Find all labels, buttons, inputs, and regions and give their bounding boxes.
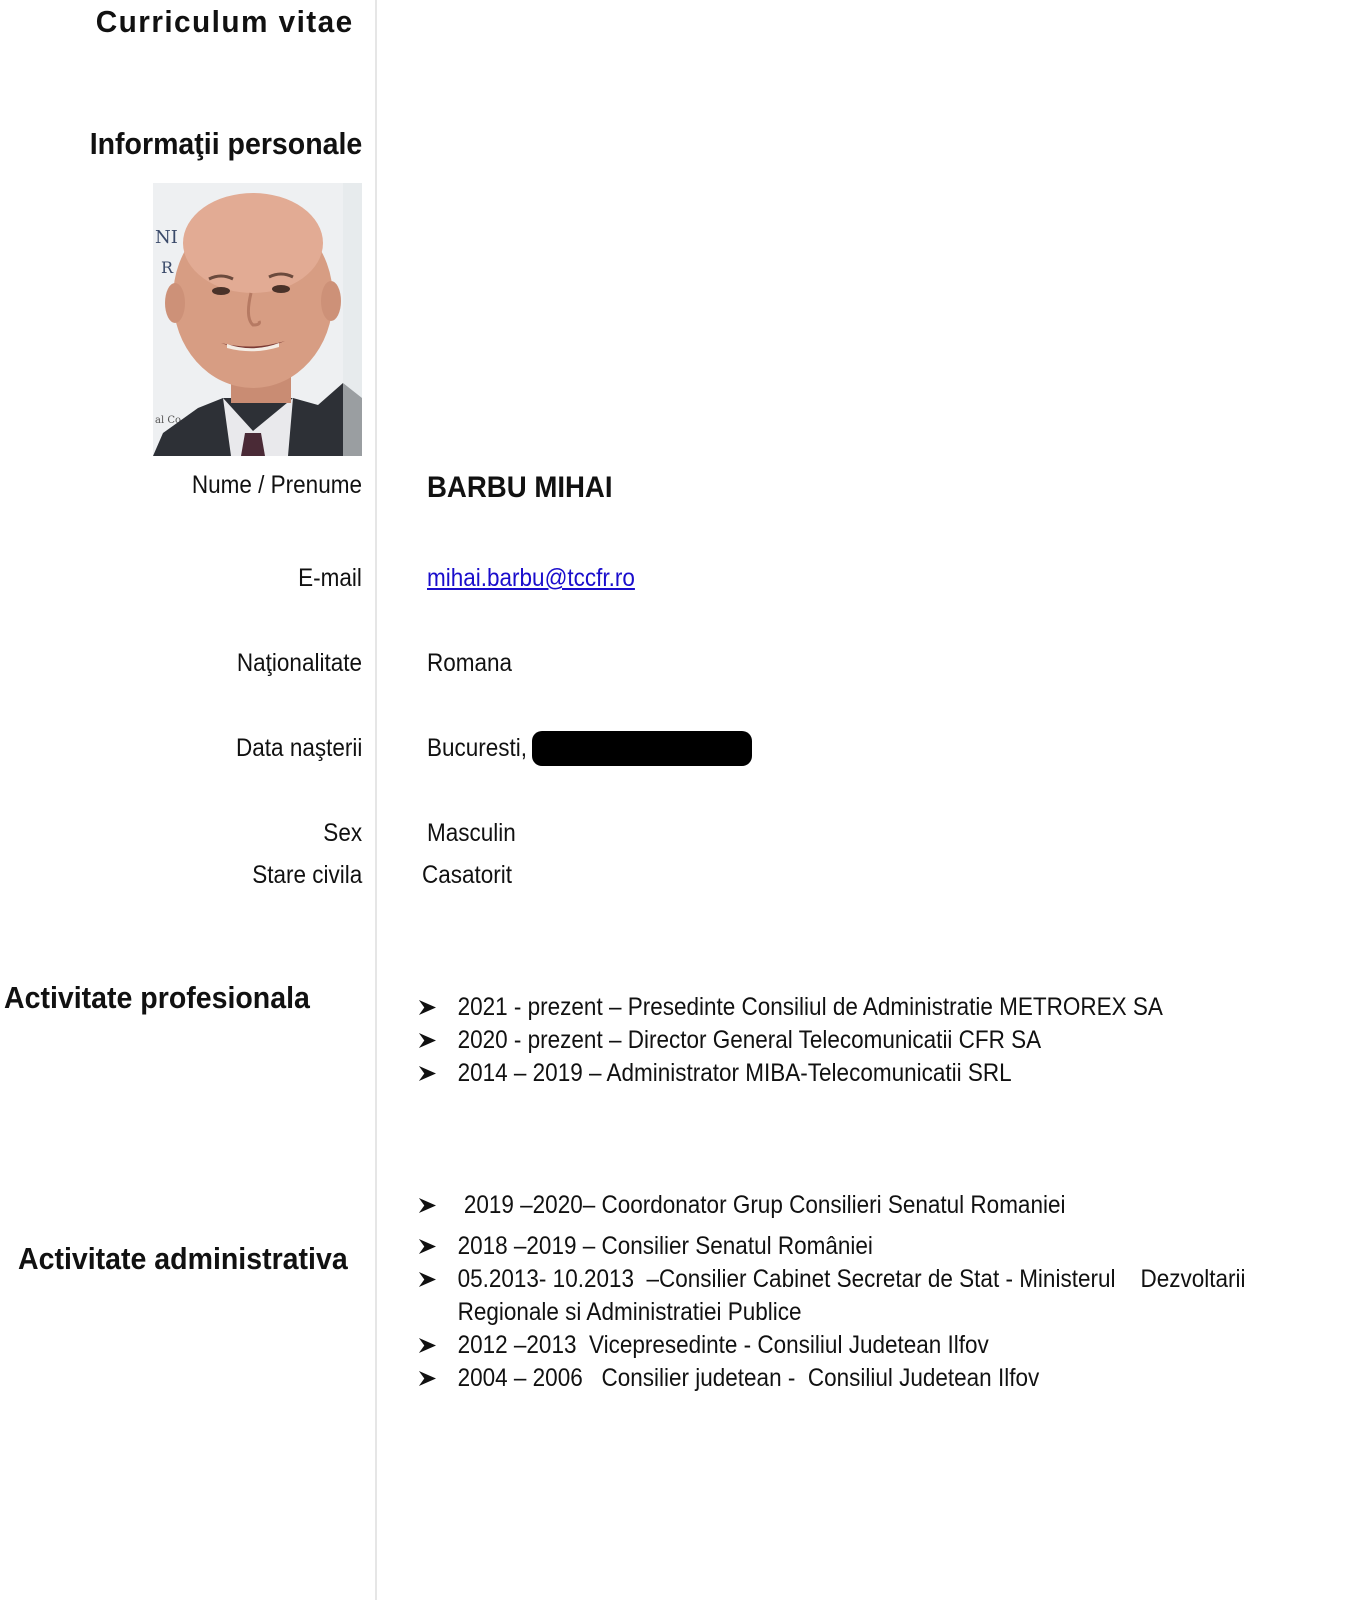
sex-label: Sex [323, 819, 362, 847]
name-value: BARBU MIHAI [427, 471, 613, 504]
email-link[interactable]: mihai.barbu@tccfr.ro [427, 564, 635, 592]
arrowhead-bullet-icon [418, 1024, 438, 1057]
list-item: 2019 –2020– Coordonator Grup Consilieri Senatul Romaniei [418, 1189, 1313, 1222]
name-label: Nume / Prenume [191, 471, 362, 499]
arrowhead-bullet-icon [418, 1189, 438, 1222]
arrowhead-bullet-icon [418, 1057, 438, 1090]
administrative-heading: Activitate administrativa [18, 1241, 348, 1276]
arrowhead-bullet-icon [418, 1230, 438, 1263]
list-item: 2021 - prezent – Presedinte Consiliul de Administratie METROREX SA [418, 991, 1313, 1024]
list-item: 2012 –2013 Vicepresedinte - Consiliul Judetean Ilfov [418, 1329, 1313, 1362]
list-item: 2004 – 2006 Consilier judetean - Consiliul Judetean Ilfov [418, 1362, 1313, 1395]
birth-label: Data naşterii [235, 734, 362, 762]
administrative-list [418, 1189, 1357, 1395]
sex-value: Masculin [427, 819, 516, 847]
document-title: Curriculum vitae [96, 4, 354, 39]
profile-photo [153, 183, 362, 456]
arrowhead-bullet-icon [418, 1362, 438, 1395]
civil-status-value: Casatorit [422, 861, 513, 889]
list-item: 2014 – 2019 – Administrator MIBA-Telecomunicatii SRL [418, 1057, 1313, 1090]
redaction-block [532, 731, 752, 766]
personal-info-heading: Informaţii personale [89, 126, 362, 161]
list-item: 05.2013- 10.2013 –Consilier Cabinet Secretar de Stat - Ministerul Dezvoltarii [418, 1263, 1313, 1296]
professional-heading: Activitate profesionala [4, 980, 310, 1015]
column-divider [375, 0, 377, 1600]
birth-value: Bucuresti, [427, 734, 528, 762]
arrowhead-bullet-icon [418, 1263, 438, 1296]
arrowhead-bullet-icon [418, 1329, 438, 1362]
arrowhead-bullet-icon [418, 991, 438, 1024]
list-item: 2018 –2019 – Consilier Senatul României [418, 1230, 1313, 1263]
svg-text:NI: NI [155, 227, 178, 248]
email-label: E-mail [298, 564, 362, 592]
nationality-label: Naţionalitate [236, 649, 362, 677]
professional-list [418, 991, 1357, 1090]
list-item-continuation: Regionale si Administratiei Publice [457, 1298, 802, 1326]
civil-status-label: Stare civila [251, 861, 362, 889]
nationality-value: Romana [427, 649, 513, 677]
svg-text:R: R [161, 258, 174, 277]
svg-text:al Co: al Co [155, 415, 182, 426]
list-item: 2020 - prezent – Director General Telecomunicatii CFR SA [418, 1024, 1313, 1057]
